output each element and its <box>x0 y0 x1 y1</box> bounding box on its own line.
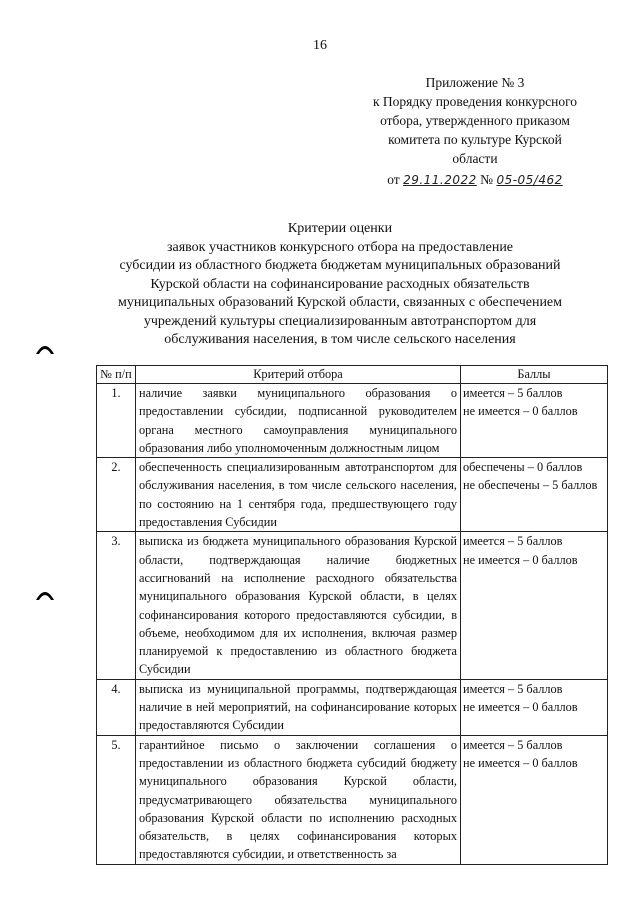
title-line: Критерии оценки <box>287 221 393 236</box>
row-score <box>461 735 608 864</box>
row-number: 3. <box>97 532 136 679</box>
row-score <box>461 532 608 679</box>
binder-hole-mark-icon <box>34 336 56 358</box>
handwritten-date: 29.11.2022 <box>403 173 477 187</box>
header-num: № п/п <box>97 366 136 384</box>
handwritten-number: 05-05/462 <box>496 173 563 187</box>
table-header-row <box>97 366 608 384</box>
table-row <box>97 532 608 679</box>
score-option: не имеется – 0 баллов <box>463 404 578 419</box>
table-row <box>97 679 608 735</box>
row-criterion: наличие заявки муниципального образования о предоставлении субсидии, подписанной руководителем органа местного самоуправления муниципального образования либо уполномоченным должностным лицом <box>136 384 461 458</box>
score-option: имеется – 5 баллов <box>463 737 563 752</box>
score-option: обеспечены – 0 баллов <box>463 460 583 475</box>
row-criterion: обеспеченность специализированным автотранспортом для обслуживания населения, в том числе сельского населения, по состоянию на 1 сентября года, предшествующего году предоставления Субсидии <box>136 458 461 532</box>
table-row <box>97 735 608 864</box>
title-line: субсидии из областного бюджета бюджетам муниципальных образований <box>119 258 561 273</box>
appendix-line: отбора, утвержденного приказом <box>380 113 570 128</box>
number-label: № <box>480 172 494 187</box>
row-number: 5. <box>97 735 136 864</box>
row-criterion: выписка из муниципальной программы, подтверждающая наличие в ней мероприятий, на софинансирование которых предоставляются Субсидии <box>136 679 461 735</box>
score-option: не имеется – 0 баллов <box>463 552 578 567</box>
score-option: имеется – 5 баллов <box>463 681 563 696</box>
score-option: имеется – 5 баллов <box>463 386 563 400</box>
appendix-line: области <box>452 151 498 166</box>
appendix-line: комитета по культуре Курской <box>388 132 562 147</box>
document-title <box>80 220 600 350</box>
row-criterion: выписка из бюджета муниципального образования Курской области, подтверждающая наличие бюджетных ассигнований на исполнение расходного обязательства муниципального образования Курской области, в целях софинансирования которого предоставляются субсидии, в объеме, необходимом для их исполнения, включая размер планируемой к предоставлению из областного бюджета Субсидии <box>136 532 461 679</box>
appendix-line: Приложение № 3 <box>425 75 525 90</box>
page-number: 16 <box>313 38 327 53</box>
score-option: не обеспечены – 5 баллов <box>463 478 598 493</box>
row-score <box>461 679 608 735</box>
appendix-block <box>350 73 600 190</box>
binder-hole-mark-icon <box>34 582 56 604</box>
title-line: муниципальных образований Курской области, связанных с обеспечением <box>117 295 563 310</box>
title-line: заявок участников конкурсного отбора на предоставление <box>166 239 514 255</box>
order-reference <box>350 170 600 190</box>
table-row <box>97 384 608 458</box>
table-row <box>97 458 608 532</box>
row-score <box>461 458 608 532</box>
title-line: обслуживания населения, в том числе сельского населения <box>164 332 516 347</box>
title-line: учреждений культуры специализированным автотранспортом для <box>143 313 537 329</box>
header-criterion: Критерий отбора <box>136 366 461 384</box>
row-number: 2. <box>97 458 136 532</box>
from-label: от <box>387 172 400 187</box>
title-line: Курской области на софинансирование расходных обязательств <box>150 276 530 292</box>
appendix-line: к Порядку проведения конкурсного <box>372 94 578 109</box>
row-number: 4. <box>97 679 136 735</box>
row-number: 1. <box>97 384 136 458</box>
criteria-table <box>96 365 608 865</box>
row-score <box>461 384 608 458</box>
header-score: Баллы <box>461 366 608 384</box>
row-criterion: гарантийное письмо о заключении соглашения о предоставлении из областного бюджета субсидий бюджету муниципального образования Курской области, предусматривающего обязательства муниципального образования Курской области по исполнению расходных обязательств, в целях софинансирования которых предоставляются субсидии, и ответственность за <box>136 735 461 864</box>
score-option: не имеется – 0 баллов <box>463 700 578 715</box>
score-option: не имеется – 0 баллов <box>463 755 578 770</box>
score-option: имеется – 5 баллов <box>463 534 563 549</box>
